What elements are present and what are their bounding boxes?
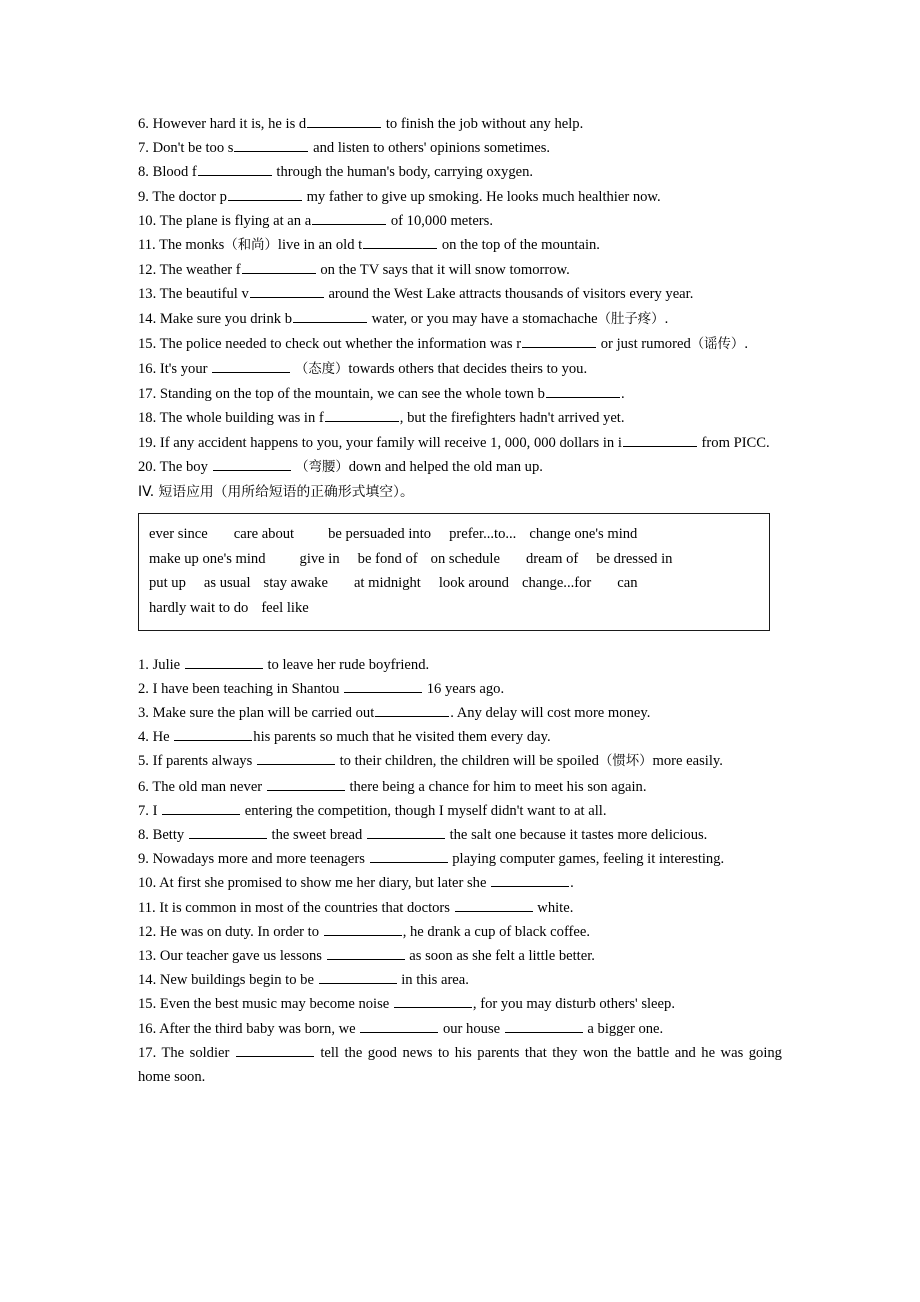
- item-number: 13.: [138, 286, 160, 303]
- item-number: 10.: [138, 875, 160, 892]
- word-form-item: [138, 332, 782, 357]
- item-text-post: . Any delay will cost more money.: [450, 705, 651, 722]
- item-text-pre: Our teacher gave us lessons: [159, 948, 326, 965]
- item-number: 14.: [138, 972, 160, 989]
- answer-blank[interactable]: [250, 284, 324, 299]
- item-text-post: to leave her rude boyfriend.: [263, 656, 430, 673]
- item-text-pre: The doctor p: [152, 188, 227, 205]
- word-bank-entry: hardly wait to do: [149, 600, 249, 617]
- word-form-item: [138, 282, 782, 306]
- answer-blank[interactable]: [189, 824, 267, 839]
- item-text-post: the salt one because it tastes more delicious.: [445, 827, 708, 844]
- chinese-gloss: （和尚）: [224, 238, 278, 254]
- word-bank-row: [149, 522, 759, 547]
- item-number: 9.: [138, 188, 153, 205]
- word-bank-entry: can: [617, 575, 638, 592]
- answer-blank[interactable]: [491, 873, 569, 888]
- item-number: 7.: [138, 802, 153, 819]
- item-text-pre: The soldier: [161, 1044, 235, 1061]
- item-text-post: （弯腰）down and helped the old man up.: [295, 458, 543, 475]
- item-text-pre: Blood f: [152, 164, 197, 181]
- item-number: 19.: [138, 434, 160, 451]
- answer-blank[interactable]: [375, 702, 449, 717]
- item-text-post: there being a chance for him to meet his son again.: [345, 778, 647, 795]
- word-bank-entry: at midnight: [353, 575, 421, 592]
- item-number: 6.: [138, 116, 153, 132]
- word-bank-entry: as usual: [203, 575, 251, 592]
- item-text-post: in this area.: [397, 972, 469, 989]
- word-form-item: [138, 431, 782, 455]
- word-form-item: [138, 209, 782, 233]
- answer-blank[interactable]: [198, 162, 272, 177]
- word-bank-entry: change one's mind: [529, 526, 638, 543]
- item-text-pre: He was on duty. In order to: [159, 923, 323, 940]
- item-text-pre: Standing on the top of the mountain, we can see the whole town b: [159, 386, 545, 403]
- answer-blank[interactable]: [312, 210, 386, 225]
- item-number: 9.: [138, 851, 153, 868]
- answer-blank[interactable]: [185, 654, 263, 669]
- answer-blank[interactable]: [212, 358, 290, 373]
- answer-blank[interactable]: [228, 186, 302, 201]
- phrase-item: [138, 944, 782, 968]
- item-text-mid: our house: [439, 1020, 504, 1037]
- item-text-pre: The weather f: [159, 262, 241, 279]
- word-bank-entry: be persuaded into: [328, 526, 432, 543]
- answer-blank[interactable]: [162, 800, 240, 815]
- word-form-item: [138, 307, 782, 332]
- phrase-item: [138, 847, 782, 871]
- chinese-gloss: （肚子疼）: [597, 311, 665, 327]
- phrase-item: [138, 896, 782, 920]
- word-form-item: [138, 406, 782, 430]
- item-text-pre: The plane is flying at an a: [159, 212, 312, 229]
- word-form-item: [138, 112, 782, 136]
- item-text-post: a bigger one.: [583, 1020, 664, 1037]
- item-text-pre: If any accident happens to you, your family will receive 1, 000, 000 dollars in i: [159, 434, 622, 451]
- item-text-post: to their children, the children will be spoiled（惯坏）more easily.: [335, 753, 723, 770]
- chinese-gloss: （态度）: [294, 362, 349, 378]
- answer-blank[interactable]: [307, 113, 381, 128]
- item-text-pre: The boy: [159, 458, 212, 475]
- item-number: 12.: [138, 262, 160, 279]
- word-bank-entry: dream of: [525, 550, 579, 567]
- word-form-item: [138, 382, 782, 406]
- word-bank-entry: feel like: [261, 600, 309, 617]
- word-bank-entry: stay awake: [263, 575, 328, 592]
- item-text-post: as soon as she felt a little better.: [405, 948, 595, 965]
- item-text-post: , for you may disturb others' sleep.: [472, 996, 675, 1013]
- word-bank-entry: make up one's mind: [149, 550, 266, 567]
- answer-blank[interactable]: [522, 333, 596, 348]
- word-bank-box: [138, 513, 770, 630]
- item-number: 12.: [138, 923, 160, 940]
- answer-blank[interactable]: [370, 848, 448, 863]
- item-text-post: , he drank a cup of black coffee.: [402, 923, 591, 940]
- item-text-pre: Julie: [152, 656, 184, 673]
- item-text-pre: The old man never: [152, 778, 266, 795]
- word-bank-row: [149, 547, 759, 572]
- item-text-post: .: [570, 875, 574, 892]
- answer-blank[interactable]: [363, 234, 437, 249]
- chinese-gloss: （谣传）: [690, 336, 745, 352]
- phrase-item: [138, 725, 782, 749]
- item-text-pre: Even the best music may become noise: [159, 996, 393, 1013]
- item-number: 1.: [138, 656, 153, 673]
- item-text-post: on the TV says that it will snow tomorrow.: [316, 262, 570, 279]
- item-number: 5.: [138, 753, 153, 770]
- phrase-item: [138, 775, 782, 799]
- item-text-pre: The police needed to check out whether the information was r: [159, 335, 522, 352]
- item-text-pre: Betty: [152, 827, 188, 844]
- section-heading-label: IV. 短语应用（用所给短语的正确形式填空）。: [138, 484, 414, 501]
- answer-blank[interactable]: [234, 137, 308, 152]
- item-text-pre: He: [152, 729, 174, 746]
- item-text-pre: Nowadays more and more teenagers: [152, 851, 369, 868]
- item-number: 20.: [138, 458, 160, 475]
- phrase-item: [138, 968, 782, 992]
- item-text-post: playing computer games, feeling it interesting.: [448, 851, 725, 868]
- word-bank-entry: give in: [299, 550, 340, 567]
- answer-blank[interactable]: [324, 921, 402, 936]
- item-number: 6.: [138, 778, 153, 795]
- item-number: 15.: [138, 996, 160, 1013]
- answer-blank[interactable]: [257, 751, 335, 766]
- item-text-post: on the top of the mountain.: [438, 237, 600, 254]
- item-text-post: .: [620, 386, 625, 403]
- word-form-item: [138, 136, 782, 160]
- phrase-item: [138, 749, 782, 774]
- item-text-pre: The whole building was in f: [159, 410, 324, 427]
- word-bank-entry: change...for: [521, 575, 592, 592]
- item-text-pre: At first she promised to show me her diary, but later she: [159, 875, 491, 892]
- phrase-item: [138, 1017, 782, 1041]
- answer-blank[interactable]: [174, 726, 252, 741]
- answer-blank[interactable]: [267, 776, 345, 791]
- item-number: 15.: [138, 335, 160, 352]
- answer-blank[interactable]: [293, 308, 367, 323]
- phrase-application-section: [138, 653, 782, 1090]
- item-text-pre: After the third baby was born, we: [159, 1020, 360, 1037]
- item-number: 17.: [138, 1044, 162, 1061]
- item-text-post: white.: [533, 899, 574, 916]
- item-number: 14.: [138, 310, 160, 327]
- item-text-pre: Make sure you drink b: [159, 310, 293, 327]
- item-number: 2.: [138, 680, 153, 697]
- item-number: 10.: [138, 212, 160, 229]
- word-bank-entry: care about: [233, 526, 295, 543]
- answer-blank[interactable]: [546, 383, 620, 398]
- answer-blank[interactable]: [242, 259, 316, 274]
- phrase-item: [138, 1041, 782, 1089]
- phrase-item: [138, 871, 782, 895]
- answer-blank[interactable]: [319, 969, 397, 984]
- word-bank-row: [149, 596, 759, 621]
- item-text-pre: It is common in most of the countries that doctors: [159, 899, 454, 916]
- word-form-item: [138, 357, 782, 382]
- item-text-pre: Don't be too s: [152, 140, 234, 157]
- item-text-pre: The monks（和尚）live in an old t: [159, 237, 363, 254]
- item-text-post: around the West Lake attracts thousands of visitors every year.: [324, 286, 694, 303]
- answer-blank[interactable]: [236, 1042, 314, 1057]
- answer-blank[interactable]: [344, 678, 422, 693]
- item-text-post: water, or you may have a stomachache（肚子疼）.: [368, 310, 669, 327]
- item-number: 4.: [138, 729, 153, 746]
- word-bank-entry: be dressed in: [596, 550, 673, 567]
- item-text-post: his parents so much that he visited them every day.: [253, 729, 551, 746]
- word-form-item: [138, 233, 782, 258]
- word-bank-row: [149, 571, 759, 596]
- word-bank-entry: put up: [149, 575, 186, 592]
- item-text-post: to finish the job without any help.: [382, 116, 584, 132]
- item-number: 8.: [138, 164, 153, 181]
- item-text-post: （态度）towards others that decides theirs to you.: [294, 361, 588, 378]
- phrase-item: [138, 920, 782, 944]
- item-number: 16.: [138, 361, 160, 378]
- item-text-pre: It's your: [159, 361, 212, 378]
- word-form-item: [138, 258, 782, 282]
- phrase-item: [138, 992, 782, 1016]
- item-text-post: tell the good news to his parents that they won the battle and he was going home soon.: [138, 1044, 782, 1086]
- phrase-item: [138, 677, 782, 701]
- item-text-post: or just rumored（谣传）.: [597, 335, 748, 352]
- item-text-post: , but the firefighters hadn't arrived yet.: [399, 410, 625, 427]
- item-text-post: of 10,000 meters.: [387, 212, 493, 229]
- item-text-pre: If parents always: [152, 753, 256, 770]
- word-bank-entry: ever since: [149, 526, 208, 543]
- word-form-item: [138, 185, 782, 209]
- word-bank-entry: prefer...to...: [449, 526, 517, 543]
- word-bank-entry: be fond of: [357, 550, 418, 567]
- chinese-gloss: （弯腰）: [295, 459, 349, 475]
- item-number: 3.: [138, 705, 153, 722]
- item-text-pre: The beautiful v: [159, 286, 249, 303]
- item-text-post: and listen to others' opinions sometimes.: [309, 140, 551, 157]
- item-number: 17.: [138, 386, 160, 403]
- answer-blank[interactable]: [327, 945, 405, 960]
- answer-blank[interactable]: [367, 824, 445, 839]
- item-number: 16.: [138, 1020, 160, 1037]
- item-text-post: entering the competition, though I myself didn't want to at all.: [241, 802, 607, 819]
- answer-blank[interactable]: [394, 994, 472, 1009]
- item-number: 13.: [138, 948, 160, 965]
- item-text-pre: I have been teaching in Shantou: [152, 680, 344, 697]
- item-number: 11.: [138, 237, 160, 254]
- item-text-post: my father to give up smoking. He looks much healthier now.: [302, 188, 661, 205]
- answer-blank[interactable]: [623, 432, 697, 447]
- item-number: 11.: [138, 899, 160, 916]
- word-forms-section: [138, 112, 782, 480]
- item-text-pre: However hard it is, he is d: [152, 116, 307, 132]
- item-text-post: through the human's body, carrying oxygen.: [272, 164, 534, 181]
- word-form-item: [138, 455, 782, 480]
- chinese-gloss: （惯坏）: [598, 754, 653, 770]
- item-text-pre: Make sure the plan will be carried out: [152, 705, 375, 722]
- item-text-pre: New buildings begin to be: [159, 972, 318, 989]
- item-number: 18.: [138, 410, 160, 427]
- word-bank-entry: on schedule: [430, 550, 500, 567]
- item-number: 8.: [138, 827, 153, 844]
- word-bank-entry: look around: [438, 575, 509, 592]
- answer-blank[interactable]: [505, 1018, 583, 1033]
- phrase-item: [138, 799, 782, 823]
- answer-blank[interactable]: [360, 1018, 438, 1033]
- item-text-post: 16 years ago.: [423, 680, 505, 697]
- answer-blank[interactable]: [213, 456, 291, 471]
- word-form-item: [138, 160, 782, 184]
- worksheet-page: [138, 112, 782, 1089]
- phrase-item: [138, 701, 782, 725]
- phrase-item: [138, 653, 782, 677]
- answer-blank[interactable]: [325, 408, 399, 423]
- answer-blank[interactable]: [455, 897, 533, 912]
- item-text-mid: the sweet bread: [267, 827, 366, 844]
- phrase-item: [138, 823, 782, 847]
- section-heading-phrases: [138, 480, 782, 504]
- item-text-pre: I: [152, 802, 162, 819]
- item-number: 7.: [138, 140, 153, 157]
- item-text-post: from PICC.: [697, 434, 770, 451]
